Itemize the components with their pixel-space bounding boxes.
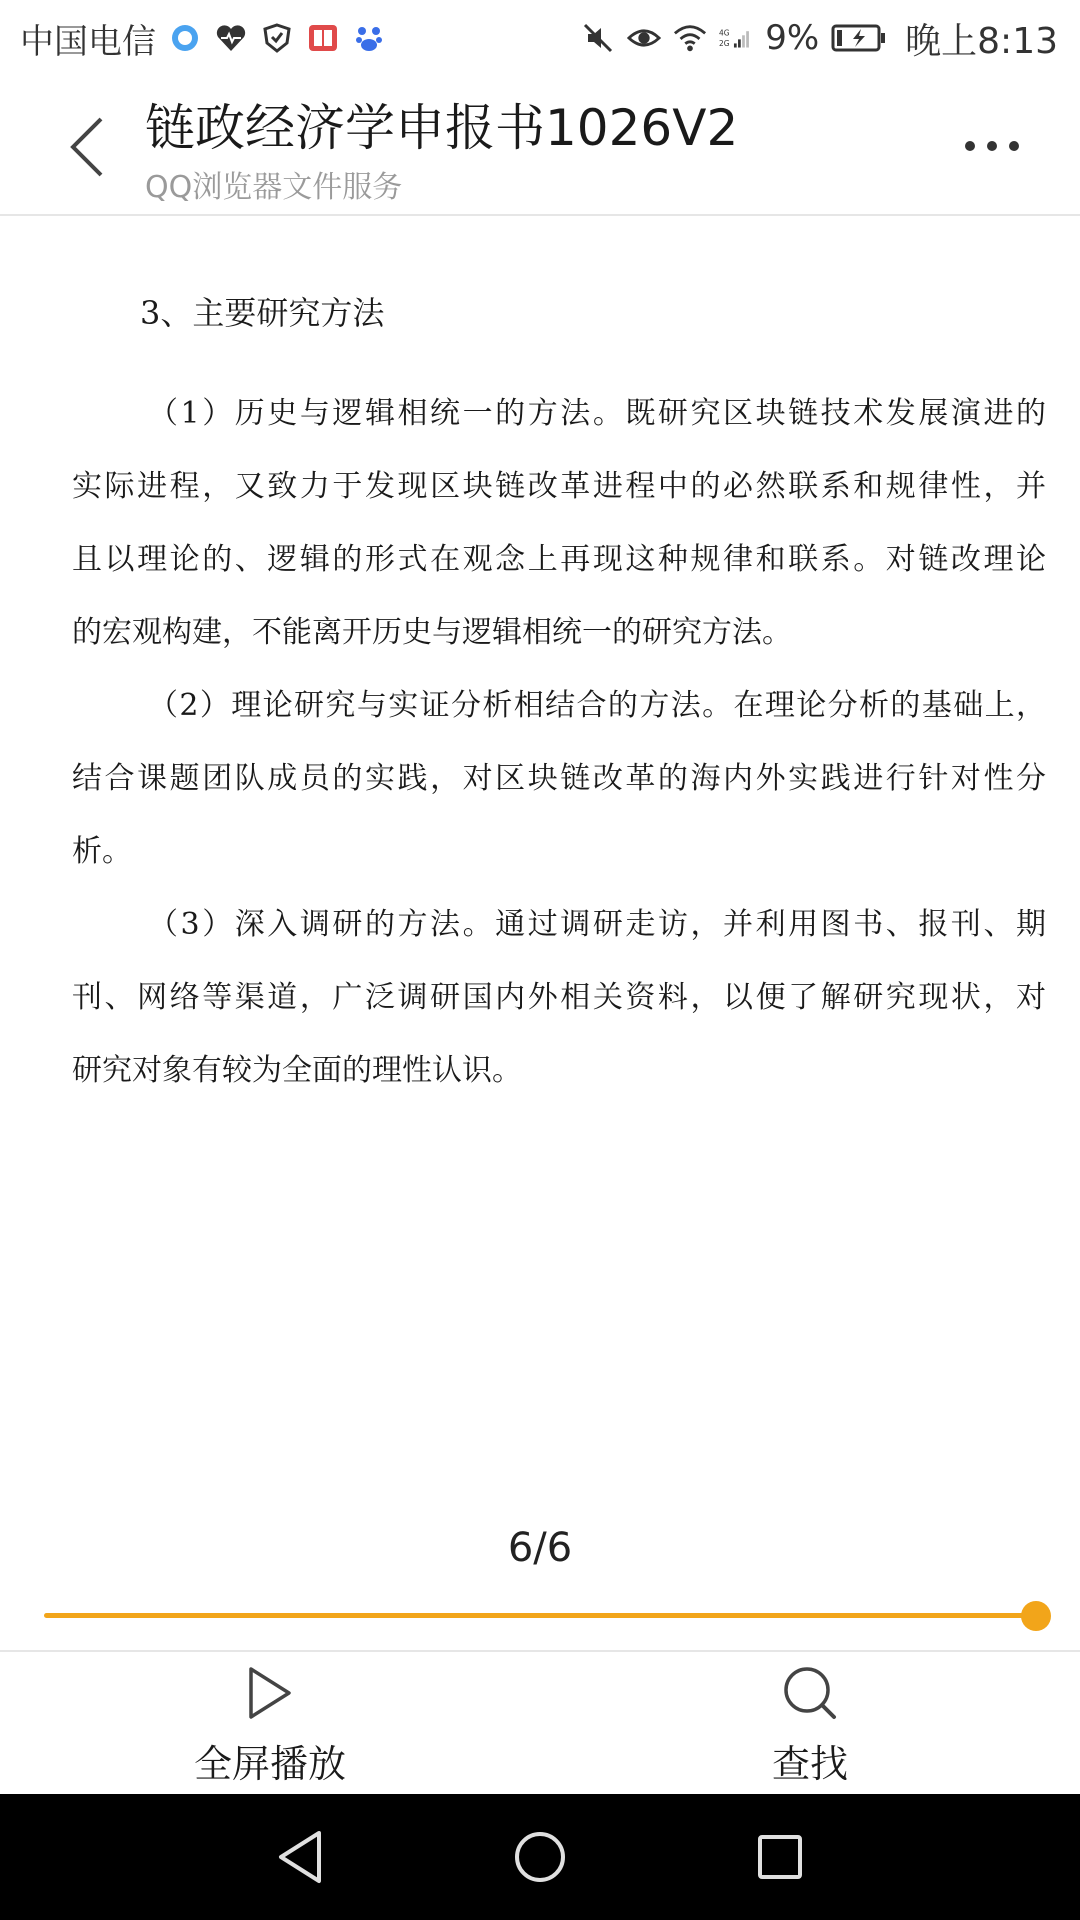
- svg-text:4G: 4G: [719, 28, 730, 38]
- status-right: [581, 13, 1058, 64]
- shield-icon: [260, 21, 294, 55]
- nav-recent-icon: [755, 1832, 805, 1882]
- document-line: 刊、网络等渠道，广泛调研国内外相关资料，以便了解研究现状，对: [72, 980, 1046, 1015]
- document-line: 结合课题团队成员的实践，对区块链改革的海内外实践进行针对性分: [72, 761, 1046, 796]
- nav-home-button[interactable]: [510, 1827, 570, 1887]
- document-line: 研究对象有较为全面的理性认识。: [72, 1053, 522, 1088]
- document-line: 析。: [72, 834, 132, 869]
- nav-back-icon: [275, 1829, 325, 1885]
- carrier-label: 中国电信: [20, 21, 156, 62]
- fullscreen-play-button[interactable]: [140, 1664, 400, 1788]
- bottom-toolbar: [0, 1650, 1080, 1794]
- book-icon: [306, 21, 340, 55]
- page-slider-track[interactable]: [44, 1613, 1036, 1618]
- mute-icon: [581, 21, 615, 55]
- find-label: 查找: [771, 1742, 848, 1786]
- svg-text:2G: 2G: [719, 39, 730, 49]
- eye-icon: [627, 21, 661, 55]
- more-button[interactable]: [952, 116, 1032, 176]
- status-bar: [0, 0, 1080, 76]
- document-line: 实际进程，又致力于发现区块链改革进程中的必然联系和规律性，并: [72, 469, 1046, 504]
- more-icon: [987, 141, 997, 151]
- heart-icon: [214, 21, 248, 55]
- document-page[interactable]: [0, 218, 1080, 1508]
- clock: 晚上8:13: [905, 20, 1058, 62]
- document-line: 且以理论的、逻辑的形式在观念上再现这种规律和联系。对链改理论: [72, 542, 1046, 577]
- document-line: （3）深入调研的方法。通过调研走访，并利用图书、报刊、期: [148, 907, 1046, 942]
- more-icon: [1009, 141, 1019, 151]
- document-line: （2）理论研究与实证分析相结合的方法。在理论分析的基础上，: [148, 688, 1046, 723]
- document-header: [0, 76, 1080, 216]
- nav-recent-button[interactable]: [750, 1827, 810, 1887]
- system-nav-bar: [0, 1794, 1080, 1920]
- page-indicator: 6/6: [507, 1525, 573, 1571]
- section-heading: 3、主要研究方法: [140, 294, 385, 332]
- page-subtitle: QQ浏览器文件服务: [145, 170, 403, 205]
- nav-home-icon: [512, 1829, 568, 1885]
- signal-icon: [719, 21, 753, 55]
- chevron-left-icon: [67, 115, 107, 179]
- find-button[interactable]: [680, 1664, 940, 1788]
- status-left: [20, 14, 386, 63]
- browser-icon: [168, 21, 202, 55]
- page-slider-thumb[interactable]: [1021, 1601, 1051, 1631]
- document-line: 的宏观构建，不能离开历史与逻辑相统一的研究方法。: [72, 615, 792, 650]
- play-icon: [240, 1664, 300, 1721]
- page-title: 链政经济学申报书1026V2: [145, 99, 739, 157]
- nav-back-button[interactable]: [270, 1827, 330, 1887]
- more-icon: [965, 141, 975, 151]
- wifi-icon: [673, 21, 707, 55]
- battery-icon: [831, 21, 887, 55]
- fullscreen-play-label: 全屏播放: [193, 1742, 346, 1786]
- baidu-icon: [352, 21, 386, 55]
- battery-percent: 9%: [765, 18, 820, 58]
- search-icon: [780, 1664, 840, 1721]
- document-line: （1）历史与逻辑相统一的方法。既研究区块链技术发展演进的: [148, 396, 1046, 431]
- back-button[interactable]: [52, 106, 122, 188]
